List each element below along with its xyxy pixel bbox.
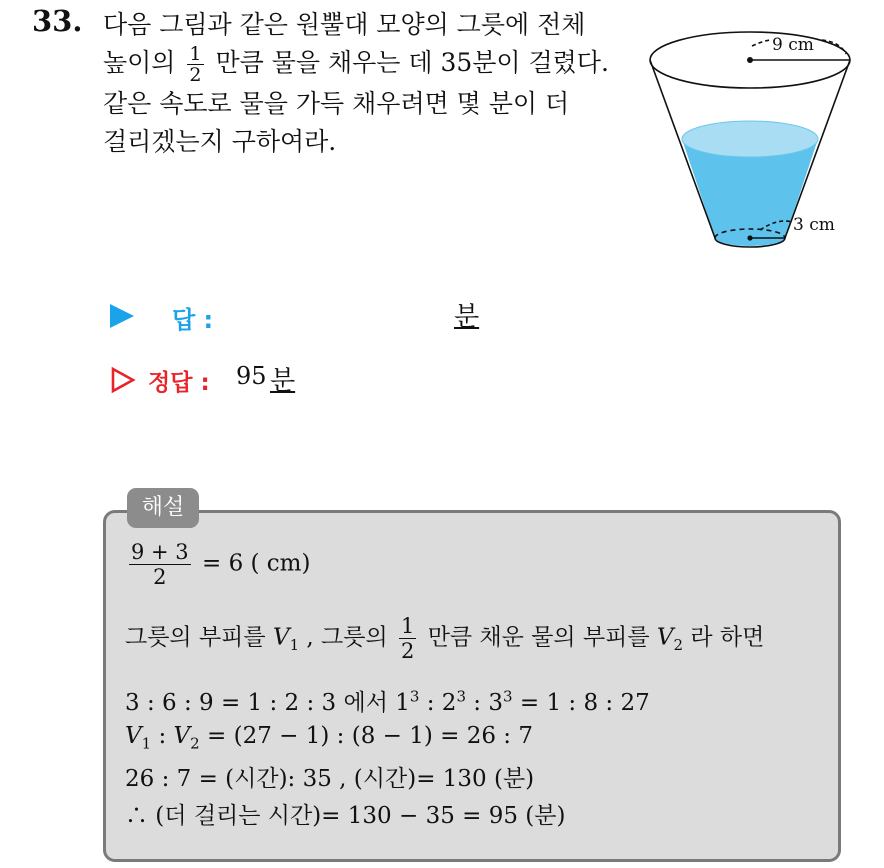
question-text — [103, 6, 623, 161]
question-line-2-pre: 높이의 — [103, 48, 176, 77]
question-line-2 — [103, 44, 623, 85]
solution-fraction-1-num: 9 + 3 — [131, 540, 189, 564]
half-fraction — [187, 44, 203, 85]
fraction-denominator: 2 — [189, 64, 202, 86]
solution-line-1-rest: = 6 ( cm) — [201, 550, 311, 577]
solution-tab: 해설 — [127, 488, 199, 528]
solution-line-1 — [125, 540, 310, 589]
answer-label: 답 : — [172, 306, 214, 334]
correct-value: 95 — [236, 362, 267, 390]
solution-fraction-2-num: 1 — [401, 614, 415, 638]
top-radius-label: 9 cm — [772, 35, 814, 55]
solution-line-6: ∴ (더 걸리는 시간)= 130 − 35 = 95 (분) — [125, 803, 566, 829]
correct-unit: 분 — [270, 366, 296, 396]
solution-l2-v2: V — [656, 624, 674, 651]
solution-l3-c: : 3 — [465, 690, 503, 716]
correct-label: 정답 : — [148, 370, 210, 396]
question-line-2-post: 만큼 물을 채우는 데 35분이 걸렸다. — [215, 48, 609, 77]
solution-l2-v1: V — [272, 624, 290, 651]
solution-l4-v2-sub: 2 — [190, 734, 200, 753]
solution-l4-mid: : — [151, 723, 174, 749]
answer-unit: 분 — [454, 302, 480, 332]
solution-l3-sup-3: 3 — [503, 687, 513, 706]
question-line-4: 걸리겠는지 구하여라. — [103, 127, 337, 156]
solution-l3-sup-1: 3 — [409, 687, 420, 706]
solution-l3-sup-2: 3 — [456, 687, 466, 706]
solution-l3-b: : 2 — [419, 690, 457, 716]
answer-arrow-icon — [110, 304, 134, 328]
question-line-3: 같은 속도로 물을 가득 채우려면 몇 분이 더 — [103, 89, 570, 118]
solution-fraction-2 — [399, 614, 416, 663]
solution-l4-v1-sub: 1 — [141, 734, 152, 753]
solution-line-5: 26 : 7 = (시간): 35 , (시간)= 130 (분) — [125, 766, 535, 792]
solution-l4-v1: V — [125, 723, 142, 749]
question-line-1: 다음 그림과 같은 원뿔대 모양의 그릇에 전체 — [103, 10, 586, 39]
solution-fraction-1-den: 2 — [153, 565, 167, 589]
bottom-radius-label: 3 cm — [793, 215, 835, 235]
frustum-figure — [640, 18, 860, 258]
solution-l4-rest: = (27 − 1) : (8 − 1) = 26 : 7 — [199, 723, 533, 749]
solution-l2-v2-sub: 2 — [673, 636, 684, 655]
solution-l2-d: 라 하면 — [690, 624, 765, 651]
solution-l2-v1-sub: 1 — [289, 636, 300, 655]
solution-l3-a: 3 : 6 : 9 = 1 : 2 : 3 에서 1 — [125, 690, 410, 716]
solution-l2-b: , 그릇의 — [306, 624, 388, 651]
solution-l3-d: = 1 : 8 : 27 — [512, 690, 650, 716]
solution-line-4 — [125, 723, 533, 753]
water-surface — [682, 121, 818, 157]
question-number: 33. — [32, 4, 83, 38]
correct-arrow-icon — [110, 366, 136, 394]
fraction-numerator: 1 — [189, 43, 202, 65]
solution-l2-c: 만큼 채운 물의 부피를 — [427, 624, 650, 651]
top-radius-dash — [752, 40, 772, 46]
solution-fraction-1 — [129, 540, 191, 589]
solution-l4-v2: V — [173, 723, 191, 749]
solution-line-2 — [125, 614, 764, 663]
solution-line-3 — [125, 684, 650, 717]
solution-l2-a: 그릇의 부피를 — [125, 624, 266, 651]
solution-fraction-2-den: 2 — [401, 639, 415, 663]
